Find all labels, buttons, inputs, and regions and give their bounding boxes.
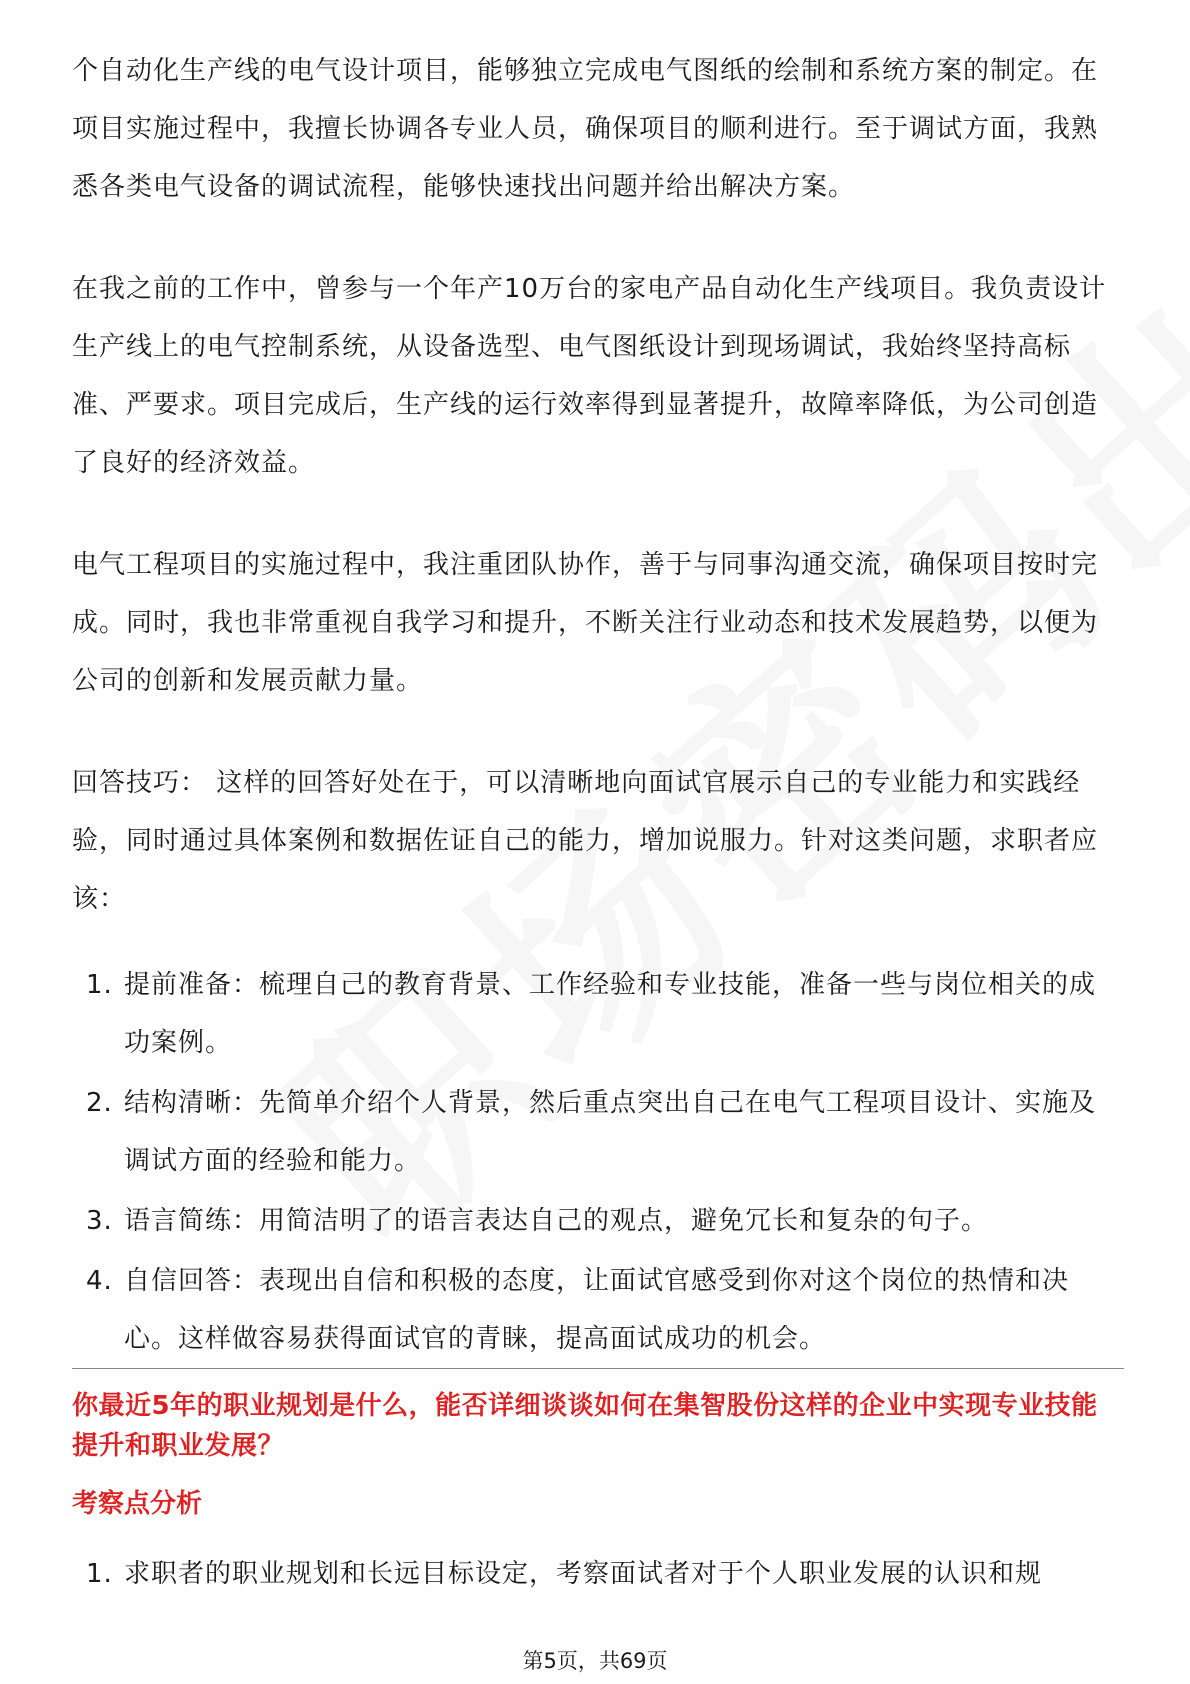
list-item-text: 提前准备：梳理自己的教育背景、工作经验和专业技能，准备一些与岗位相关的成功案例。 bbox=[124, 970, 1097, 1058]
question-heading: 你最近5年的职业规划是什么，能否详细谈谈如何在集智股份这样的企业中实现专业技能提升和职业发展？ bbox=[72, 1391, 1098, 1461]
tips-list bbox=[72, 956, 1122, 1368]
list-number: 2. bbox=[86, 1088, 113, 1118]
list-item bbox=[72, 956, 1122, 1072]
answer-tips-intro: 回答技巧： 这样的回答好处在于，可以清晰地向面试官展示自己的专业能力和实践经验，同时通过具体案例和数据佐证自己的能力，增加说服力。针对这类问题，求职者应该： bbox=[72, 768, 1099, 914]
paragraph: 在我之前的工作中，曾参与一个年产10万台的家电产品自动化生产线项目。我负责设计生产线上的电气控制系统，从设备选型、电气图纸设计到现场调试，我始终坚持高标准、严要求。项目完成后，生产线的运行效率得到显著提升，故障率降低，为公司创造了良好的经济效益。 bbox=[72, 274, 1107, 478]
main-content bbox=[72, 42, 1122, 1370]
page-footer: 第5页，共69页 bbox=[522, 1649, 668, 1673]
paragraph: 电气工程项目的实施过程中，我注重团队协作，善于与同事沟通交流，确保项目按时完成。同时，我也非常重视自我学习和提升，不断关注行业动态和技术发展趋势，以便为公司的创新和发展贡献力量。 bbox=[72, 550, 1099, 696]
list-item bbox=[72, 1074, 1122, 1190]
section-title: 考察点分析 bbox=[72, 1489, 203, 1519]
list-number: 4. bbox=[86, 1266, 113, 1296]
paragraph: 个自动化生产线的电气设计项目，能够独立完成电气图纸的绘制和系统方案的制定。在项目实施过程中，我擅长协调各专业人员，确保项目的顺利进行。至于调试方面，我熟悉各类电气设备的调试流程，能够快速找出问题并给出解决方案。 bbox=[72, 56, 1099, 202]
list-number: 1. bbox=[86, 1559, 113, 1589]
list-item-text: 语言简练：用简洁明了的语言表达自己的观点，避免冗长和复杂的句子。 bbox=[124, 1206, 989, 1236]
section-divider bbox=[72, 1368, 1124, 1369]
list-item-text: 求职者的职业规划和长远目标设定，考察面试者对于个人职业发展的认识和规 bbox=[124, 1559, 1043, 1589]
list-item-text: 自信回答：表现出自信和积极的态度，让面试官感受到你对这个岗位的热情和决心。这样做容易获得面试官的青睐，提高面试成功的机会。 bbox=[124, 1266, 1070, 1354]
analysis-list bbox=[72, 1545, 1122, 1603]
list-number: 1. bbox=[86, 970, 113, 1000]
list-item bbox=[72, 1192, 1122, 1250]
list-number: 3. bbox=[86, 1206, 113, 1236]
analysis-list-container bbox=[72, 1545, 1122, 1605]
list-item bbox=[72, 1252, 1122, 1368]
list-item-text: 结构清晰：先简单介绍个人背景，然后重点突出自己在电气工程项目设计、实施及调试方面的经验和能力。 bbox=[124, 1088, 1097, 1176]
list-item bbox=[72, 1545, 1122, 1603]
